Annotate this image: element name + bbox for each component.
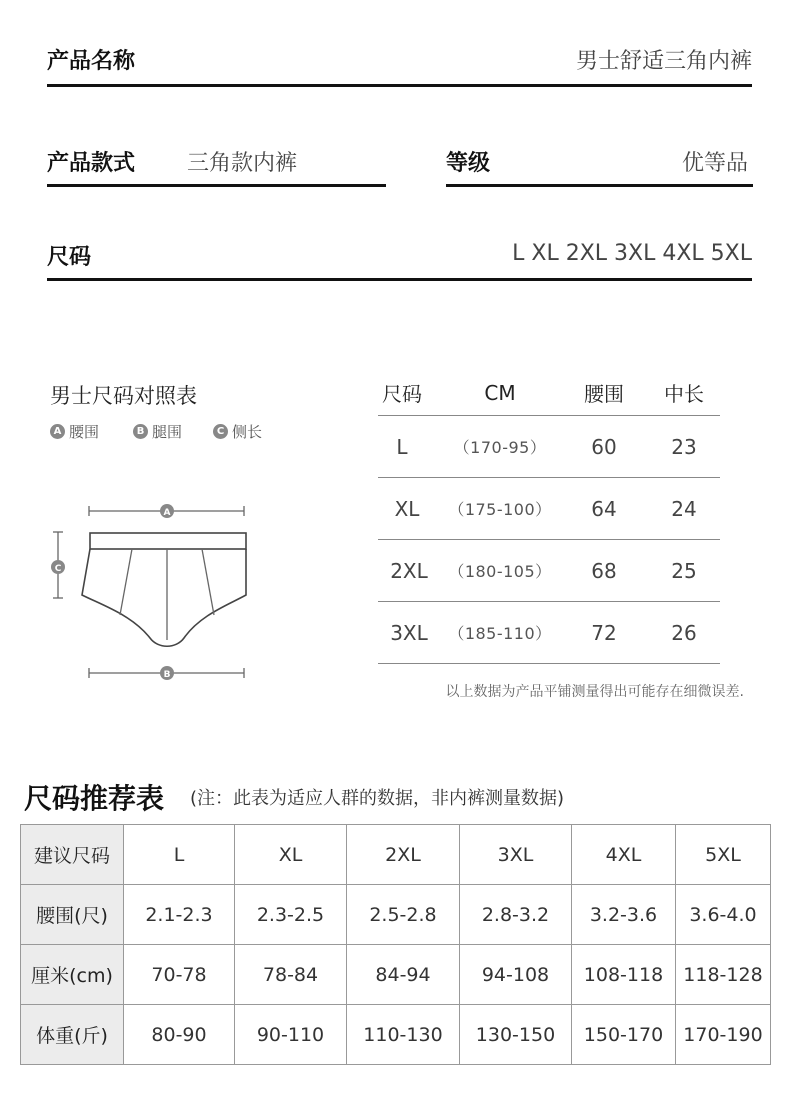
table-cell: 78-84: [235, 945, 347, 1005]
cell-size: XL: [394, 496, 420, 521]
recommend-table: [20, 824, 771, 1065]
table-cell: 2.8-3.2: [460, 885, 572, 945]
b-marker-icon: B: [133, 424, 148, 439]
size-label: 尺码: [47, 245, 92, 270]
row-header: 建议尺码: [21, 825, 124, 885]
table-cell: 80-90: [124, 1005, 235, 1065]
cell-size: 3XL: [390, 620, 428, 645]
table-row: [378, 540, 720, 602]
table-cell: 150-170: [572, 1005, 676, 1065]
table-cell: 94-108: [460, 945, 572, 1005]
cell-cm: （180-105）: [448, 562, 552, 581]
table-cell: 130-150: [460, 1005, 572, 1065]
table-row: [378, 416, 720, 478]
table-cell: XL: [235, 825, 347, 885]
legend-item-c: [213, 421, 262, 442]
grade-value: 优等品: [681, 151, 748, 176]
table-row: [21, 1005, 771, 1065]
measurement-table: [378, 370, 720, 664]
cell-length: 25: [671, 558, 697, 583]
cell-length: 24: [671, 496, 697, 521]
table-cell: 2XL: [347, 825, 460, 885]
row-header: 厘米(cm): [21, 945, 124, 1005]
divider: [47, 84, 752, 87]
waistband: [90, 533, 246, 549]
cell-size: L: [396, 434, 408, 459]
table-cell: 3XL: [460, 825, 572, 885]
cell-cm: （175-100）: [448, 500, 552, 519]
table-row: [378, 602, 720, 664]
svg-text:B: B: [163, 670, 171, 680]
header-waist: 腰围: [584, 382, 624, 406]
measurement-note: 以上数据为产品平铺测量得出可能存在细微误差.: [445, 684, 744, 700]
table-cell: 84-94: [347, 945, 460, 1005]
table-cell: 108-118: [572, 945, 676, 1005]
row-header: 体重(斤): [21, 1005, 124, 1065]
table-cell: 5XL: [676, 825, 771, 885]
header-cm: CM: [484, 380, 516, 405]
product-style-label: 产品款式: [47, 151, 136, 176]
legend-item-b: [133, 421, 182, 442]
divider: [47, 278, 752, 281]
cell-waist: 60: [591, 434, 617, 459]
cell-length: 23: [671, 434, 697, 459]
marker-a: [160, 504, 174, 518]
table-row: [21, 885, 771, 945]
table-row: [21, 945, 771, 1005]
table-cell: 2.3-2.5: [235, 885, 347, 945]
table-cell: L: [124, 825, 235, 885]
divider: [446, 184, 753, 187]
cell-cm: （170-95）: [453, 438, 547, 457]
svg-text:C: C: [54, 564, 62, 574]
table-cell: 4XL: [572, 825, 676, 885]
table-cell: 118-128: [676, 945, 771, 1005]
cell-waist: 68: [591, 558, 617, 583]
table-cell: 2.1-2.3: [124, 885, 235, 945]
product-name-value: 男士舒适三角内裤: [575, 49, 752, 74]
measurement-table-header: [378, 370, 720, 416]
cell-length: 26: [671, 620, 697, 645]
briefs-body: [82, 549, 246, 646]
table-row: [21, 825, 771, 885]
grade-label: 等级: [446, 151, 491, 176]
recommend-title: 尺码推荐表: [24, 782, 165, 815]
cell-cm: （185-110）: [448, 624, 552, 643]
marker-c: [51, 560, 65, 574]
table-cell: 3.6-4.0: [676, 885, 771, 945]
size-chart-title: 男士尺码对照表: [50, 384, 197, 408]
header-size: 尺码: [382, 382, 422, 406]
header-length: 中长: [664, 382, 704, 406]
legend-text: 腿围: [152, 423, 183, 441]
legend-item-a: [50, 421, 99, 442]
product-style-value: 三角款内裤: [187, 151, 298, 176]
cell-waist: 64: [591, 496, 617, 521]
table-cell: 2.5-2.8: [347, 885, 460, 945]
a-marker-icon: A: [50, 424, 65, 439]
table-cell: 3.2-3.6: [572, 885, 676, 945]
marker-b: [160, 666, 174, 680]
divider: [47, 184, 386, 187]
size-value: L XL 2XL 3XL 4XL 5XL: [512, 241, 752, 266]
row-header: 腰围(尺): [21, 885, 124, 945]
cell-size: 2XL: [390, 558, 428, 583]
table-row: [378, 478, 720, 540]
briefs-diagram: [40, 495, 260, 685]
cell-waist: 72: [591, 620, 617, 645]
table-cell: 170-190: [676, 1005, 771, 1065]
legend-text: 腰围: [69, 423, 100, 441]
recommend-note: (注：此表为适应人群的数据，非内裤测量数据): [190, 788, 565, 809]
table-cell: 70-78: [124, 945, 235, 1005]
table-cell: 110-130: [347, 1005, 460, 1065]
legend-text: 侧长: [232, 423, 263, 441]
product-name-label: 产品名称: [47, 49, 136, 74]
c-marker-icon: C: [213, 424, 228, 439]
table-cell: 90-110: [235, 1005, 347, 1065]
svg-text:A: A: [163, 508, 171, 518]
